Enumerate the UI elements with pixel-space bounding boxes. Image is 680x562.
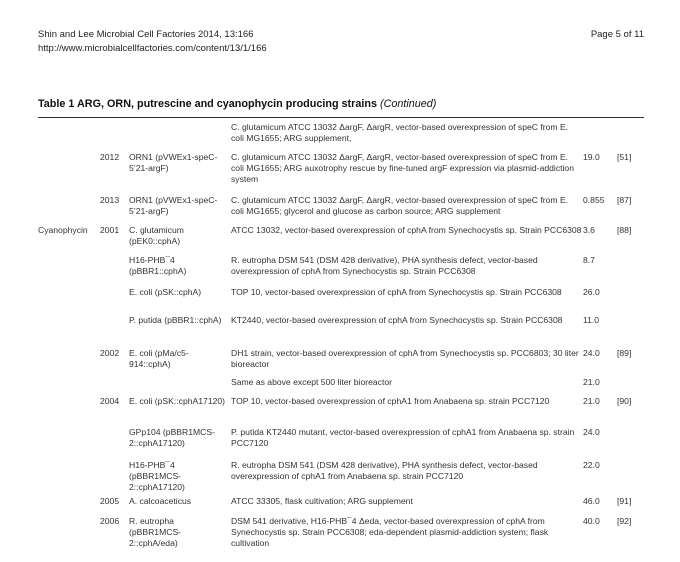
table-cell-reference[interactable]: [87] <box>617 195 632 205</box>
table-cell-description: TOP 10, vector-based overexpression of cphA from Synechocystis sp. Strain PCC6308 <box>231 287 562 297</box>
citation-line: Shin and Lee Microbial Cell Factories 2014, 13:166 <box>38 29 254 40</box>
table-cell-description: R. eutropha DSM 541 (DSM 428 derivative), PHA synthesis defect, vector-based overexpression of cphA1 from Anabaena sp. strain PCC7120 <box>231 460 538 482</box>
table-cell-year: 2005 <box>100 496 120 506</box>
table-cell-strain: E. coli (pMa/c5-914::cphA) <box>129 348 189 370</box>
table-cell-description: C. glutamicum ATCC 13032 ΔargF, ΔargR, vector-based overexpression of speC from E. coli MG1655; ARG auxotrophy rescue by fine-tuned argF expression via plasmid-addiction system <box>231 152 574 185</box>
table-cell-reference[interactable]: [51] <box>617 152 632 162</box>
table-cell-year: 2006 <box>100 516 120 526</box>
table-cell-year: 2012 <box>100 152 120 162</box>
table-cell-year: 2001 <box>100 225 120 235</box>
table-cell-description: DSM 541 derivative, H16-PHB¯4 Δeda, vector-based overexpression of cphA from Synechocystis sp. Strain PCC6308; eda-dependent plasmid-addiction system; flask cultivation <box>231 516 549 549</box>
table-cell-titer: 0.855 <box>583 195 605 205</box>
table-cell-reference[interactable]: [88] <box>617 225 632 235</box>
table-cell-description: R. eutropha DSM 541 (DSM 428 derivative), PHA synthesis defect, vector-based overexpression of cphA from Synechocystis sp. Strain PCC6308 <box>231 255 538 277</box>
table-cell-strain: ORN1 (pVWEx1-speC-5’21-argF) <box>129 195 218 217</box>
table-cell-description: C. glutamicum ATCC 13032 ΔargF, ΔargR, vector-based overexpression of speC from E. coli MG1655; glycerol and glucose as carbon source; ARG supplement <box>231 195 569 217</box>
table-cell-titer: 24.0 <box>583 348 600 358</box>
table-cell-description: ATCC 13032, vector-based overexpression of cphA from Synechocystis sp. Strain PCC6308 <box>231 225 582 235</box>
table-cell-titer: 11.0 <box>583 315 600 325</box>
table-cell-titer: 24.0 <box>583 427 600 437</box>
table-cell-strain: H16-PHB¯4 (pBBR1MCS-2::cphA17120) <box>129 460 185 493</box>
table-cell-titer: 26.0 <box>583 287 600 297</box>
table-continued-label: (Continued) <box>379 98 437 110</box>
table-cell-titer: 19.0 <box>583 152 600 162</box>
table-cell-reference[interactable]: [92] <box>617 516 632 526</box>
table-cell-year: 2002 <box>100 348 120 358</box>
table-cell-product: Cyanophycin <box>38 225 88 235</box>
table-cell-strain: H16-PHB¯4 (pBBR1::cphA) <box>129 255 187 277</box>
table-cell-description: C. glutamicum ATCC 13032 ΔargF, ΔargR, vector-based overexpression of speC from E. coli MG1655; ARG supplement, <box>231 122 569 144</box>
table-cell-titer: 40.0 <box>583 516 600 526</box>
table-cell-strain: P. putida (pBBR1::cphA) <box>129 315 222 325</box>
table-cell-reference[interactable]: [91] <box>617 496 632 506</box>
table-cell-strain: C. glutamicum (pEK0::cphA) <box>129 225 184 247</box>
table-cell-titer: 21.0 <box>583 377 600 387</box>
article-url[interactable]: http://www.microbialcellfactories.com/content/13/1/166 <box>38 43 267 54</box>
table-cell-description: Same as above except 500 liter bioreactor <box>231 377 392 387</box>
table-cell-strain: A. calcoaceticus <box>129 496 192 506</box>
table-cell-strain: E. coli (pSK::cphA) <box>129 287 202 297</box>
table-cell-description: TOP 10, vector-based overexpression of cphA1 from Anabaena sp. strain PCC7120 <box>231 396 550 406</box>
table-title <box>38 98 644 110</box>
table-cell-reference[interactable]: [90] <box>617 396 632 406</box>
table-title-text: Table 1 ARG, ORN, putrescine and cyanophycin producing strains <box>38 98 377 110</box>
page-number: Page 5 of 11 <box>590 29 644 40</box>
table-cell-titer: 8.7 <box>583 255 595 265</box>
table-cell-reference[interactable]: [89] <box>617 348 632 358</box>
table-cell-titer: 22.0 <box>583 460 600 470</box>
table-cell-description: P. putida KT2440 mutant, vector-based overexpression of cphA1 from Anabaena sp. strain PCC7120 <box>231 427 575 449</box>
table-cell-description: ATCC 33305, flask cultivation; ARG supplement <box>231 496 413 506</box>
table-cell-strain: ORN1 (pVWEx1-speC-5’21-argF) <box>129 152 218 174</box>
table-cell-titer: 46.0 <box>583 496 600 506</box>
table-cell-year: 2004 <box>100 396 120 406</box>
table-cell-description: KT2440, vector-based overexpression of cphA from Synechocystis sp. Strain PCC6308 <box>231 315 563 325</box>
page-header <box>38 28 644 56</box>
table-cell-strain: R. eutropha (pBBR1MCS-2::cphA/eda) <box>129 516 182 549</box>
table-cell-titer: 3.6 <box>583 225 595 235</box>
table-cell-strain: E. coli (pSK::cphA17120) <box>129 396 226 406</box>
table-cell-strain: GPp104 (pBBR1MCS-2::cphA17120) <box>129 427 215 449</box>
table-cell-description: DH1 strain, vector-based overexpression of cphA from Synechocystis sp. PCC6803; 30 liter bioreactor <box>231 348 579 370</box>
table-cell-titer: 21.0 <box>583 396 600 406</box>
table-cell-year: 2013 <box>100 195 120 205</box>
table-top-rule <box>38 117 644 118</box>
